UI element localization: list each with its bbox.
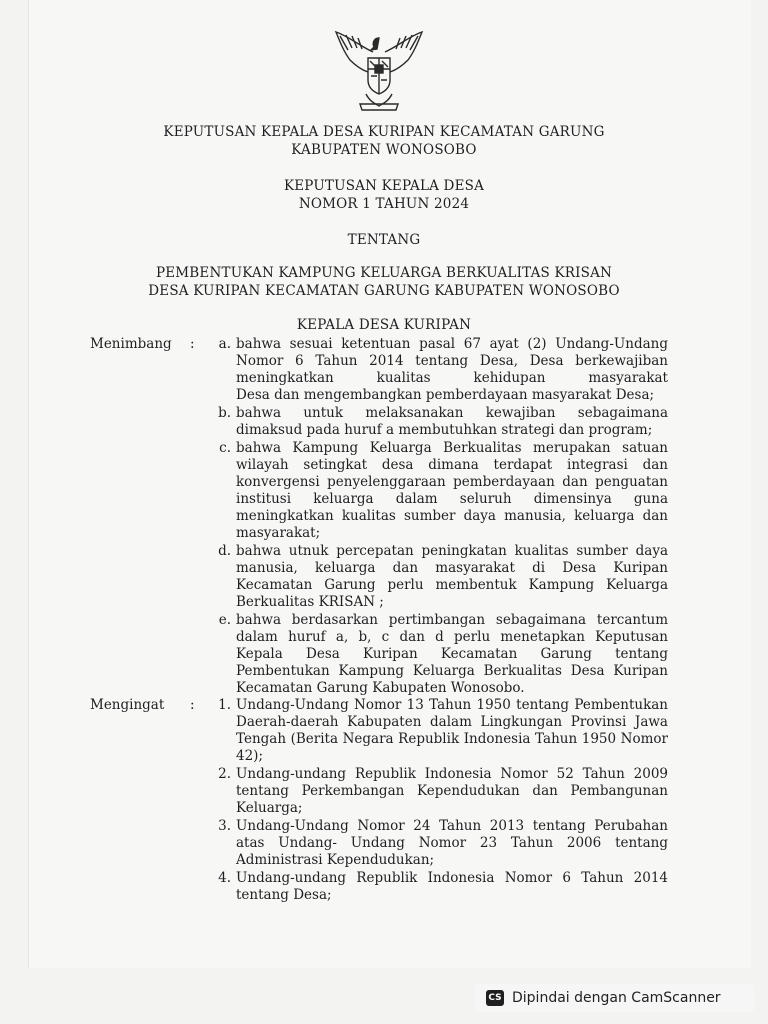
- camscanner-logo-icon: CS: [486, 990, 504, 1006]
- clause-line: masyarakat;: [236, 525, 321, 541]
- list-marker: d.: [218, 543, 231, 559]
- clause-line: Undang-undang Republik Indonesia Nomor 6 Tahun 2014: [236, 870, 668, 886]
- issuing-authority: KEPALA DESA KURIPAN: [296, 317, 472, 333]
- subject-line-2: DESA KURIPAN KECAMATAN GARUNG KABUPATEN WONOSOBO: [148, 283, 620, 299]
- clause-line: Berkualitas KRISAN ;: [236, 594, 384, 610]
- list-marker: 1.: [218, 697, 231, 713]
- clause-line: bahwa Kampung Keluarga Berkualitas merupakan satuan: [236, 440, 668, 456]
- clause-line: dalam huruf a, b, c dan d perlu menetapkan Keputusan: [236, 629, 668, 645]
- watermark-text: Dipindai dengan CamScanner: [512, 990, 721, 1006]
- clause-line: Desa dan mengembangkan pemberdayaan masyarakat Desa;: [236, 387, 655, 403]
- clause-line: Pembentukan Kampung Keluarga Berkualitas Desa Kuripan: [236, 663, 668, 679]
- clause-line: Nomor 6 Tahun 2014 tentang Desa, Desa berkewajiban: [236, 353, 668, 369]
- clause-line: bahwa utnuk percepatan peningkatan kualitas sumber daya: [236, 543, 668, 559]
- list-marker: 2.: [218, 766, 231, 782]
- clause-line: wilayah setingkat desa dimana terdapat integrasi dan: [236, 457, 668, 473]
- clause-line: Kecamatan Garung Kabupaten Wonosobo.: [236, 680, 525, 696]
- clause-line: atas Undang- Undang Nomor 23 Tahun 2006 tentang: [236, 835, 668, 851]
- clause-line: tentang Desa;: [236, 887, 332, 903]
- camscanner-watermark: [474, 984, 754, 1012]
- garuda-emblem-icon: [330, 28, 428, 114]
- about-heading: TENTANG: [347, 232, 421, 248]
- clause-line: bahwa sesuai ketentuan pasal 67 ayat (2) Undang-Undang: [236, 336, 668, 352]
- clause-line: manusia, keluarga dan masyarakat di Desa Kuripan: [236, 560, 668, 576]
- clause-line: konvergensi penyelenggaraan pemberdayaan dan penguatan: [236, 474, 668, 490]
- list-marker: 4.: [218, 870, 231, 886]
- clause-line: tentang Perkembangan Kependudukan dan Pembangunan: [236, 783, 668, 799]
- clause-line: Keluarga;: [236, 800, 303, 816]
- clause-line: Kecamatan Garung perlu membentuk Kampung Keluarga: [236, 577, 668, 593]
- clause-line: dimaksud pada huruf a membutuhkan strategi dan program;: [236, 422, 653, 438]
- document-title: KEPUTUSAN KEPALA DESA KURIPAN KECAMATAN GARUNG: [163, 124, 605, 140]
- clause-line: Administrasi Kependudukan;: [236, 852, 435, 868]
- section-colon: :: [190, 336, 195, 352]
- clause-line: 42);: [236, 748, 263, 764]
- clause-line: Tengah (Berita Negara Republik Indonesia Tahun 1950 Nomor: [236, 731, 668, 747]
- clause-line: Undang-Undang Nomor 24 Tahun 2013 tentang Perubahan: [236, 818, 668, 834]
- clause-line: Kepala Desa Kuripan Kecamatan Garung tentang: [236, 646, 668, 662]
- clause-line: bahwa untuk melaksanakan kewajiban sebagaimana: [236, 405, 668, 421]
- list-marker: 3.: [218, 818, 231, 834]
- list-marker: e.: [218, 612, 231, 628]
- clause-line: Undang-Undang Nomor 13 Tahun 1950 tentang Pembentukan: [236, 697, 668, 713]
- section-label-menimbang: Menimbang: [90, 336, 172, 352]
- document-title-regency: KABUPATEN WONOSOBO: [291, 142, 477, 158]
- clause-line: bahwa berdasarkan pertimbangan sebagaimana tercantum: [236, 612, 668, 628]
- list-marker: b.: [218, 405, 231, 421]
- clause-line: institusi keluarga dalam seluruh dimensinya guna: [236, 491, 668, 507]
- decree-number: NOMOR 1 TAHUN 2024: [298, 196, 470, 212]
- clause-line: Undang-undang Republik Indonesia Nomor 52 Tahun 2009: [236, 766, 668, 782]
- section-label-mengingat: Mengingat: [90, 697, 165, 713]
- clause-line: Daerah-daerah Kabupaten dalam Lingkungan Provinsi Jawa: [236, 714, 668, 730]
- list-marker: c.: [219, 440, 231, 456]
- clause-line: meningkatkan kualitas kehidupan masyarakat: [236, 370, 668, 386]
- decree-heading: KEPUTUSAN KEPALA DESA: [283, 178, 485, 194]
- clause-line: meningkatkan kualitas sumber daya manusia, keluarga dan: [236, 508, 668, 524]
- section-colon: :: [190, 697, 195, 713]
- list-marker: a.: [218, 336, 231, 352]
- subject-line-1: PEMBENTUKAN KAMPUNG KELUARGA BERKUALITAS KRISAN: [155, 265, 613, 281]
